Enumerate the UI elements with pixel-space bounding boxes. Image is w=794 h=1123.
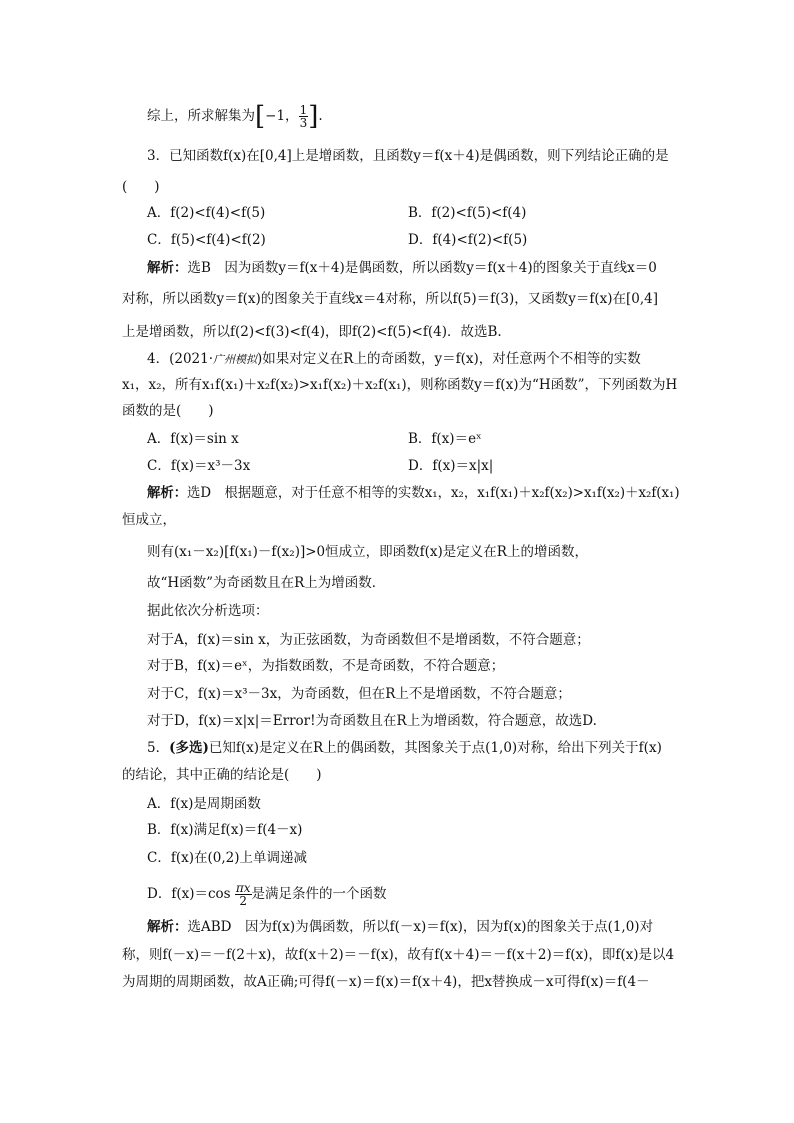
q4-solution-line-5: 据此依次分析选项： (147, 603, 269, 619)
q3-option-d: D．f(4)<f(2)<f(5) (408, 232, 528, 248)
q5-solution-line-2: 称，则f(－x)＝－f(2＋x)，故f(x＋2)＝－f(x)，故有f(x＋4)＝－f(x＋2)＝f(x)，即f(x)是以4 (122, 947, 675, 963)
right-bracket: ] (308, 101, 319, 132)
q3-solution-line-3: 上是增函数，所以f(2)<f(3)<f(4)，即f(2)<f(5)<f(4)．故选B. (122, 324, 502, 340)
q3-option-a: A．f(2)<f(4)<f(5) (147, 205, 266, 221)
q5-solution-line-1: 解析：选ABD 因为f(x)为偶函数，所以f(－x)＝f(x)，因为f(x)的图象关于点(1,0)对 (147, 919, 654, 935)
q4-solution-line-7: 对于B，f(x)＝eˣ，为指数函数，不是奇函数，不符合题意； (147, 658, 505, 674)
q5-option-d: D．f(x)＝cos $\frac{\pi x}{2}$ 是满足条件的一个函数 (147, 881, 387, 908)
question-4-line-2: x₁，x₂，所有x₁f(x₁)＋x₂f(x₂)>x₁f(x₂)＋x₂f(x₁)，则称函数y＝f(x)为“H函数”，下列函数为H (122, 377, 678, 393)
question-3-stem: 3．已知函数f(x)在[0,4]上是增函数，且函数y＝f(x＋4)是偶函数，则下列结论正确的是 (147, 148, 669, 164)
question-4-stem: 4．(2021·广州模拟)如果对定义在R上的奇函数，y＝f(x)，对任意两个不相等的实数 (147, 351, 641, 367)
q3-option-c: C．f(5)<f(4)<f(2) (147, 232, 266, 248)
q4-solution-line-4: 故“H函数”为奇函数且在R上为增函数． (147, 575, 386, 591)
q5-solution-line-3: 为周期的周期函数，故A正确;可得f(－x)＝f(x)＝f(x＋4)，把x替换成－x可得f(x)＝f(4－ (122, 974, 650, 990)
q4-option-b: B．f(x)＝eˣ (408, 431, 482, 447)
question-4-line-3: 函数的是( ) (122, 403, 214, 419)
q4-solution-line-8: 对于C，f(x)＝x³－3x，为奇函数，但在R上不是增函数，不符合题意； (147, 686, 571, 702)
solution-label: 解析： (147, 260, 188, 276)
q4-solution-line-1: 解析：选D 根据题意，对于任意不相等的实数x₁，x₂，x₁f(x₁)＋x₂f(x₂)>x₁f(x₂)＋x₂f(x₁) (147, 485, 680, 501)
interval-left: −1， (265, 108, 299, 124)
solution-label: 解析： (147, 919, 188, 935)
q4-option-a: A．f(x)＝sin x (147, 431, 239, 447)
q4-solution-line-2: 恒成立， (122, 512, 176, 528)
q5-option-b: B．f(x)满足f(x)＝f(4－x) (147, 822, 303, 838)
source-tag: 广州模拟 (213, 353, 258, 366)
q4-solution-line-3: 则有(x₁－x₂)[f(x₁)－f(x₂)]>0恒成立，即函数f(x)是定义在R上的增函数， (147, 544, 588, 560)
solution-label: 解析： (147, 485, 188, 501)
q5-option-a: A．f(x)是周期函数 (147, 796, 261, 812)
q4-option-c: C．f(x)＝x³－3x (147, 458, 251, 474)
q4-option-d: D．f(x)＝x|x| (408, 458, 494, 474)
q5-option-c: C．f(x)在(0,2)上单调递减 (147, 850, 307, 866)
question-5-line-2: 的结论，其中正确的结论是( ) (122, 767, 322, 783)
summary-line: 综上，所求解集为[−1， $\frac{1}{3}$ ]. (147, 101, 323, 132)
q3-solution-line-2: 对称，所以函数y＝f(x)的图象关于直线x＝4对称，所以f(5)＝f(3)，又函数y＝f(x)在[0,4] (122, 291, 658, 307)
q3-solution-line-1: 解析：选B 因为函数y＝f(x＋4)是偶函数，所以函数y＝f(x＋4)的图象关于直线x＝0 (147, 260, 657, 276)
q4-solution-line-6: 对于A，f(x)＝sin x，为正弦函数，为奇函数但不是增函数，不符合题意； (147, 632, 590, 648)
summary-text: 综上，所求解集为 (147, 108, 255, 124)
q4-solution-line-9: 对于D，f(x)＝x|x|＝Error!为奇函数且在R上为增函数，符合题意，故选D. (147, 713, 597, 729)
question-5-stem: 5．(多选)已知f(x)是定义在R上的偶函数，其图象关于点(1,0)对称，给出下列关于f(x) (147, 740, 662, 756)
left-bracket: [ (255, 101, 266, 132)
q3-option-b: B．f(2)<f(5)<f(4) (408, 205, 527, 221)
question-3-paren: ( ) (122, 179, 160, 195)
fraction-one-third: $\frac{1}{3}$ (299, 103, 308, 130)
multi-choice-tag: (多选) (169, 740, 209, 756)
fraction-pix-over-2: $\frac{\pi x}{2}$ (235, 881, 251, 908)
